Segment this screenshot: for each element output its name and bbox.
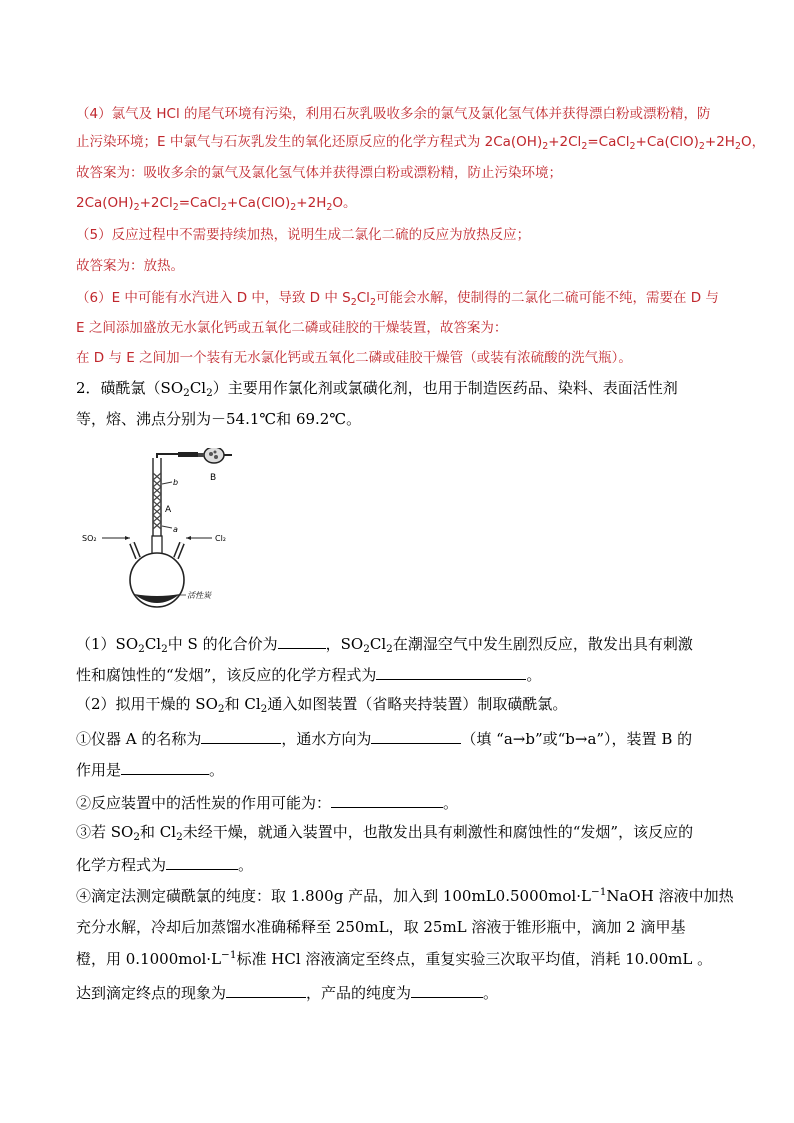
subq-2-4-line1: ④滴定法测定磺酰氯的纯度：取 1.800g 产品，加入到 $100mL0.5000mol\cdot L^{-1}NaOH$ 溶液中加热 xyxy=(76,886,734,905)
apparatus-figure xyxy=(82,448,252,613)
label-a-lower: a xyxy=(173,525,178,534)
answer-blank-water-direction[interactable] xyxy=(371,727,461,744)
answer-blank-equation-1[interactable] xyxy=(376,663,526,680)
connector-tube xyxy=(178,452,198,457)
label-a-upper: A xyxy=(165,505,172,515)
answer-p5-line2: 故答案为：放热。 xyxy=(76,258,184,274)
subq-2-3-line2: 化学方程式为 。 xyxy=(76,853,253,875)
answer-p4-line2: 止污染环境；E 中氯气与石灰乳发生的氧化还原反应的化学方程式为 $2Ca(OH)_2+2Cl_2=CaCl_2+Ca(ClO)_2+2H_2O$， xyxy=(76,134,766,152)
label-cl2: Cl₂ xyxy=(215,534,227,543)
answer-blank-carbon-role[interactable] xyxy=(331,791,443,808)
subq-1-line1: $(1)SO_2Cl_2$中 S 的化合价为 ，$SO_2Cl_2$在潮湿空气中发生剧烈反应，散发出具有刺激 xyxy=(76,632,693,654)
subq-1-line2: 性和腐蚀性的“发烟”，该反应的化学方程式为 。 xyxy=(76,663,541,685)
answer-blank-b-function[interactable] xyxy=(121,758,209,775)
answer-blank-equation-2[interactable] xyxy=(166,853,238,870)
answer-blank-endpoint-phenomenon[interactable] xyxy=(226,981,306,998)
answer-p6-line2: E 之间添加盛放无水氯化钙或五氧化二磷或硅胶的干燥装置，故答案为： xyxy=(76,320,508,336)
answer-blank-instrument-name[interactable] xyxy=(201,727,281,744)
subq-2-4-line3: 橙，用 $0.1000mol\cdot L^{-1}$标准 HCl 溶液滴定至终点，重复实验三次取平均值，消耗 10.00mL 。 xyxy=(76,949,713,968)
answer-p6-line3: 在 D 与 E 之间加一个装有无水氯化钙或五氧化二磷或硅胶干燥管（或装有浓硫酸的洗气瓶）。 xyxy=(76,350,632,366)
condenser-a xyxy=(153,458,161,538)
answer-blank-purity[interactable] xyxy=(411,981,483,998)
subq-2-3-line1: ③若 $SO_2$和 $Cl_2$未经干燥，就通入装置中，也散发出具有刺激性和腐蚀性的“发烟”，该反应的 xyxy=(76,823,694,843)
label-b-lower: b xyxy=(173,478,179,487)
three-neck-flask xyxy=(130,536,184,607)
answer-p6-line1: （6）E 中可能有水汽进入 D 中，导致 D 中 $S_2Cl_2$可能会水解，使制得的二氯化二硫可能不纯，需要在 D 与 xyxy=(76,290,719,308)
label-so2: SO₂ xyxy=(82,534,97,543)
answer-p4-line1: （4）氯气及 HCl 的尾气环境有污染，利用石灰乳吸收多余的氯气及氯化氢气体并获得漂白粉或漂粉精，防 xyxy=(76,106,711,122)
subq-2-4-line2: 充分水解，冷却后加蒸馏水准确稀释至 250mL，取 25mL 溶液于锥形瓶中，滴加 2 滴甲基 xyxy=(76,918,686,936)
subq-2-1-line1: ①仪器 A 的名称为 ，通水方向为 （填 “a→b”或“b→a”），装置 B 的 xyxy=(76,727,692,749)
subq-2-2-line: ②反应装置中的活性炭的作用可能为： 。 xyxy=(76,791,458,813)
question-2-line2: 等，熔、沸点分别为－54.1℃和 69.2℃。 xyxy=(76,410,362,428)
label-activated-carbon: 活性炭 xyxy=(187,591,211,600)
subq-2-line1: （2）拟用干燥的 $SO_2$和 $Cl_2$通入如图装置（省略夹持装置）制取磺酰氯。 xyxy=(76,695,568,715)
answer-blank-valence[interactable] xyxy=(278,632,326,649)
label-b-upper: B xyxy=(210,473,217,483)
drying-tube-b xyxy=(198,448,232,463)
answer-p4-line3: 故答案为：吸收多余的氯气及氯化氢气体并获得漂白粉或漂粉精，防止污染环境； xyxy=(76,165,562,181)
answer-p5-line1: （5）反应过程中不需要持续加热，说明生成二氯化二硫的反应为放热反应； xyxy=(76,227,531,243)
answer-p4-line4: $2Ca(OH)_2+2Cl_2=CaCl_2+Ca(ClO)_2+2H_2O$。 xyxy=(76,195,357,213)
question-2-line1: 2．磺酰氯$(SO_2Cl_2)$主要用作氯化剂或氯磺化剂，也用于制造医药品、染料、表面活性剂 xyxy=(76,379,678,399)
subq-2-4-line4: 达到滴定终点的现象为 ，产品的纯度为 。 xyxy=(76,981,498,1003)
subq-2-1-line2: 作用是 。 xyxy=(76,758,224,780)
